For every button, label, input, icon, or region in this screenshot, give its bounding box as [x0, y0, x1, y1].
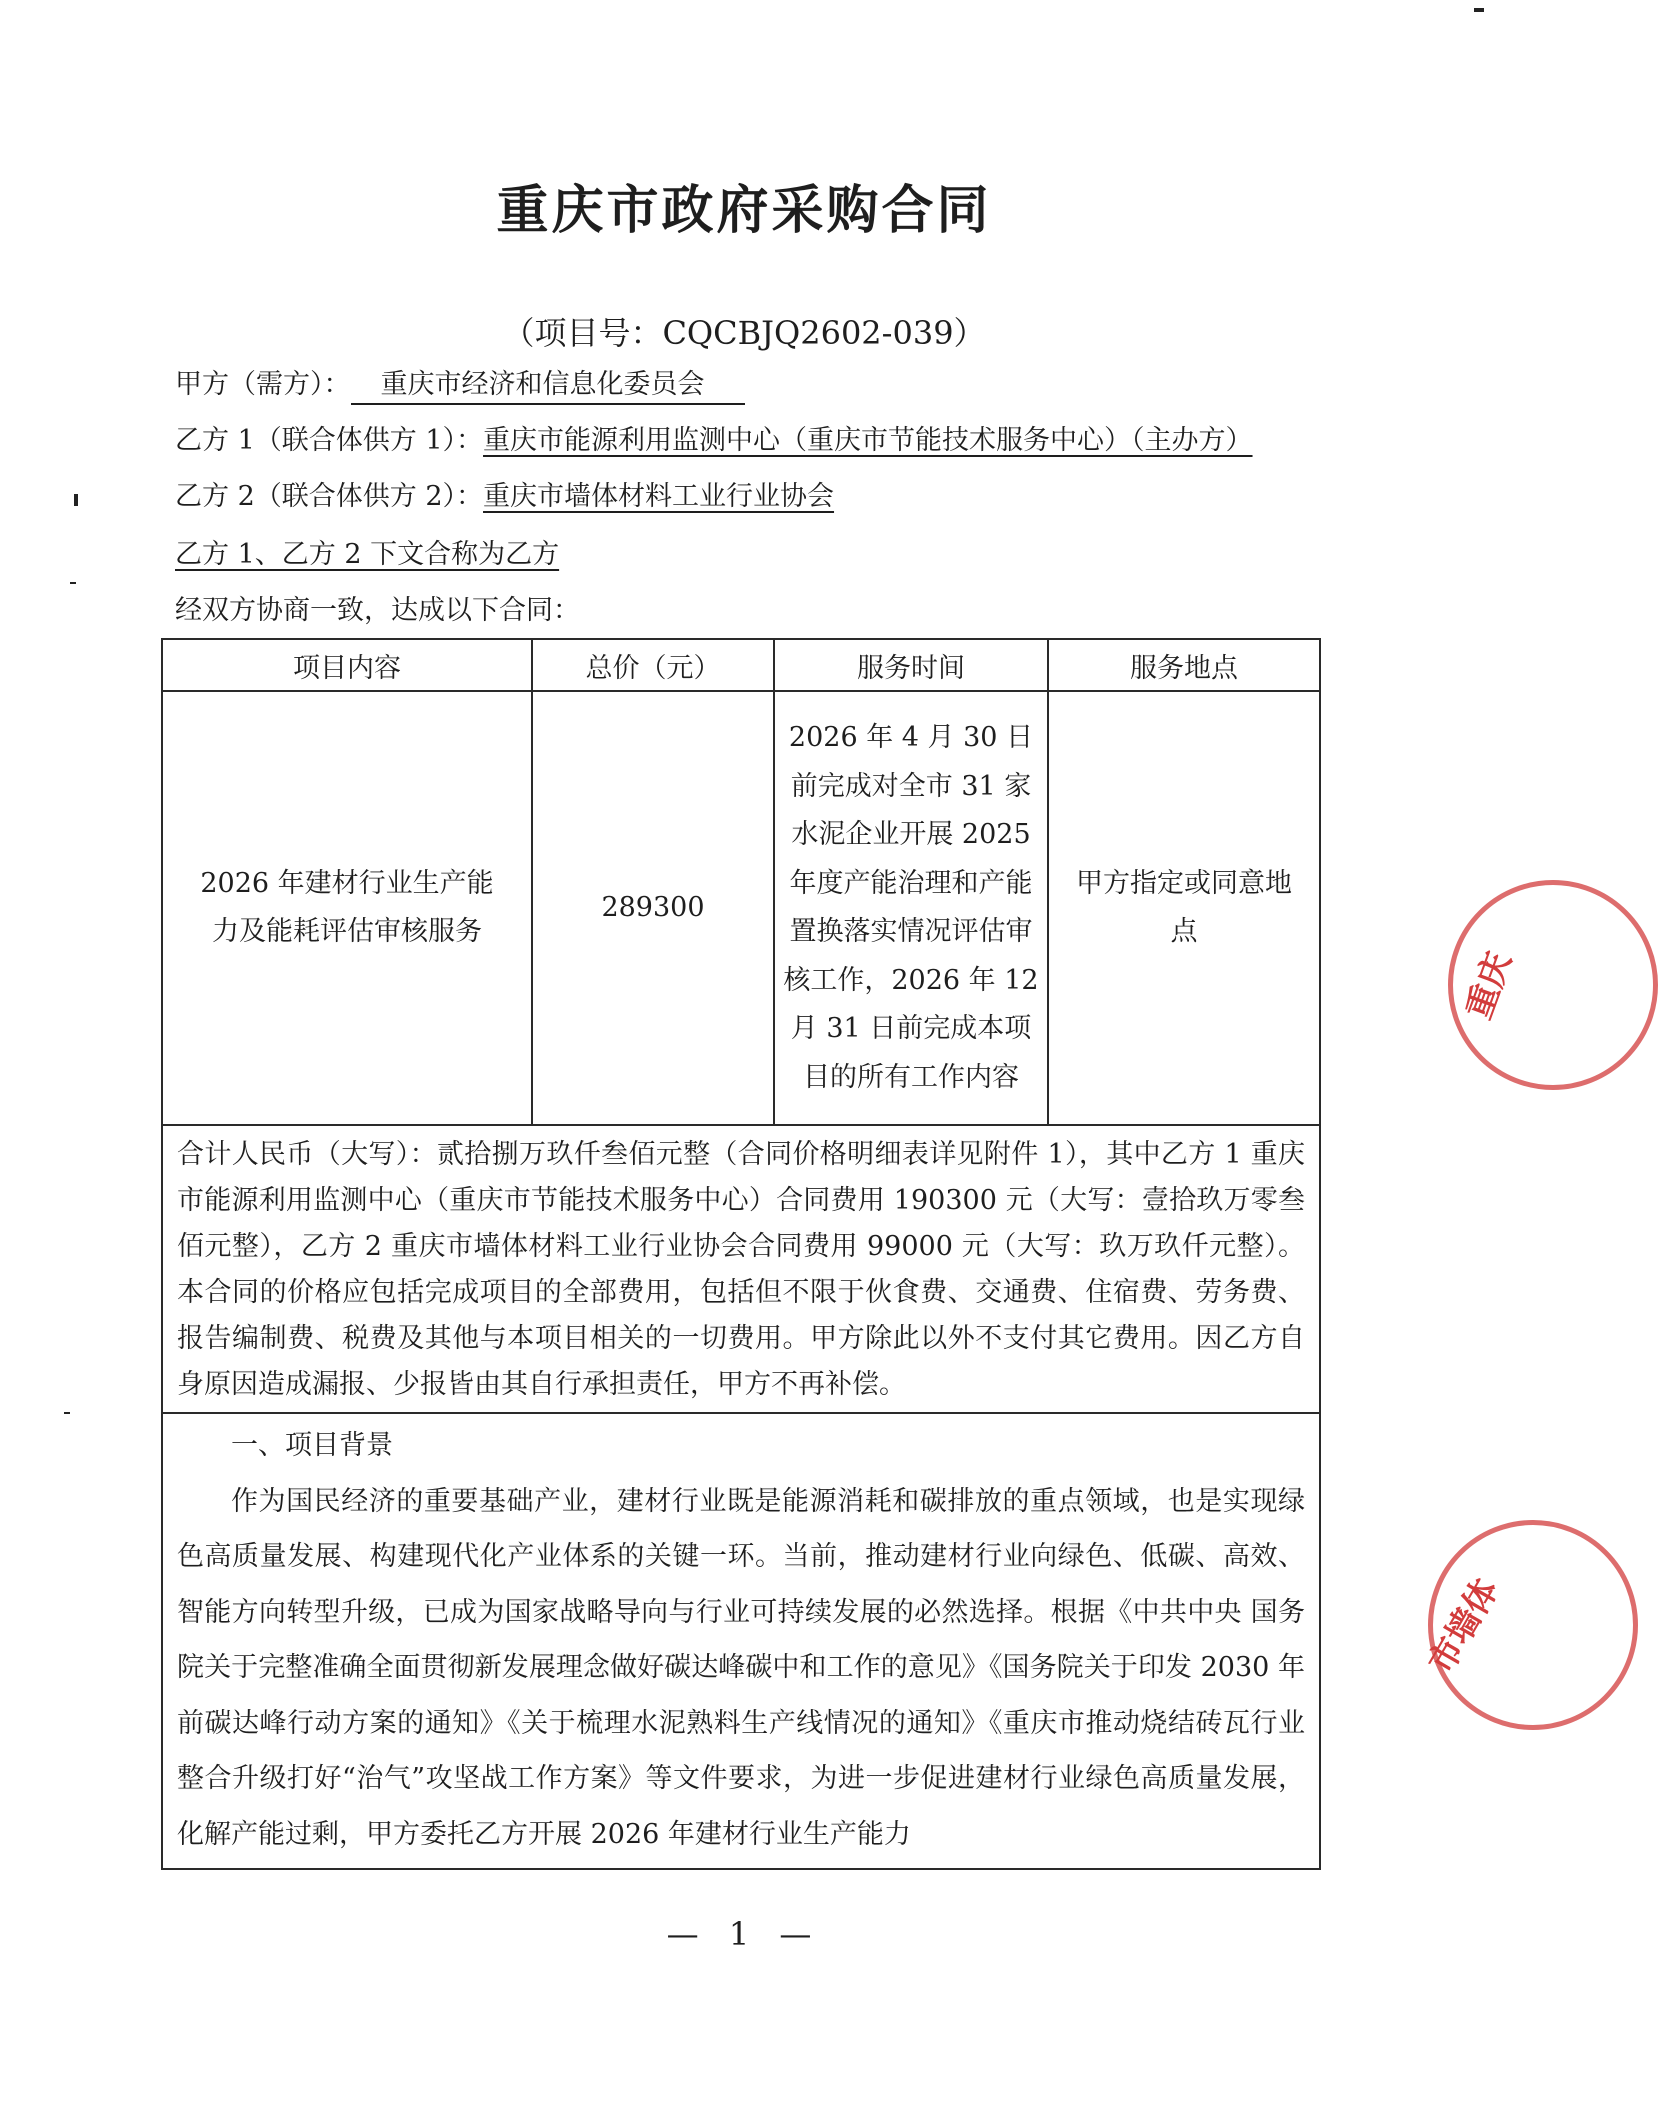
total-text: 合计人民币（大写）：贰拾捌万玖仟叁佰元整（合同价格明细表详见附件 1），其中乙方 1 重庆市能源利用监测中心（重庆市节能技术服务中心）合同费用 190300 元（大写：壹拾玖万零叁佰元整），乙方 2 重庆市墙体材料工业行业协会合同费用 99000 元（大写：玖万玖仟元整）。本合同的价格应包括完成项目的全部费用，包括但不限于伙食费、交通费、住宿费、劳务费、报告编制费、税费及其他与本项目相关的一切费用。甲方除此以外不支付其它费用。因乙方自身原因造成漏报、少报皆由其自行承担责任，甲方不再补偿。 — [162, 1125, 1320, 1413]
cell-content: 2026 年建材行业生产能力及能耗评估审核服务 — [162, 691, 532, 1125]
party-b2-label: 乙方 2（联合体供方 2）： — [175, 481, 484, 512]
cell-location: 甲方指定或同意地点 — [1048, 691, 1320, 1125]
background-row — [162, 1413, 1320, 1869]
page-title: 重庆市政府采购合同 — [496, 181, 992, 241]
party-b1-label: 乙方 1（联合体供方 1）： — [175, 425, 484, 456]
total-row — [162, 1125, 1320, 1413]
background-heading: 一、项目背景 — [231, 1430, 393, 1461]
scan-mark — [1474, 8, 1484, 12]
cell-price: 289300 — [532, 691, 774, 1125]
combined-parties-note — [175, 532, 559, 571]
seal-top-text: 重庆 — [1458, 946, 1520, 1025]
party-b2-value: 重庆市墙体材料工业行业协会 — [483, 481, 835, 512]
table-header-row — [162, 639, 1320, 691]
header-time: 服务时间 — [774, 639, 1048, 691]
party-b1-line — [175, 418, 1253, 457]
scan-mark — [70, 582, 76, 584]
header-location: 服务地点 — [1048, 639, 1320, 691]
scan-mark — [74, 494, 78, 506]
party-a-value: 重庆市经济和信息化委员会 — [351, 369, 745, 405]
party-a-line — [175, 362, 745, 405]
table-row — [162, 691, 1320, 1125]
cell-time: 2026 年 4 月 30 日前完成对全市 31 家水泥企业开展 2025 年度产能治理和产能置换落实情况评估审核工作，2026 年 12 月 31 日前完成本项目的所有工作内容 — [774, 691, 1048, 1125]
page-number: — 1 — — [666, 1915, 822, 1953]
combined-note-text: 乙方 1、乙方 2 下文合称为乙方 — [175, 539, 560, 570]
header-content: 项目内容 — [162, 639, 532, 691]
scan-mark — [64, 1412, 70, 1414]
party-a-label: 甲方（需方）： — [175, 369, 351, 400]
background-cell — [162, 1413, 1320, 1869]
party-b2-line — [175, 474, 834, 513]
background-paragraph: 作为国民经济的重要基础产业，建材行业既是能源消耗和碳排放的重点领域，也是实现绿色高质量发展、构建现代化产业体系的关键一环。当前，推动建材行业向绿色、低碳、高效、智能方向转型升级，已成为国家战略导向与行业可持续发展的必然选择。根据《中共中央 国务院关于完整准确全面贯彻新发展理念做好碳达峰碳中和工作的意见》《国务院关于印发 2030 年前碳达峰行动方案的通知》《关于梳理水泥熟料生产线情况的通知》《重庆市推动烧结砖瓦行业整合升级打好“治气”攻坚战工作方案》等文件要求，为进一步促进建材行业绿色高质量发展，化解产能过剩，甲方委托乙方开展 2026 年建材行业生产能力 — [177, 1485, 1305, 1850]
header-price: 总价（元） — [532, 639, 774, 691]
agreement-intro: 经双方协商一致，达成以下合同： — [175, 595, 580, 626]
project-number: （项目号：CQCBJQ2602-039） — [502, 314, 986, 352]
seal-bottom-text: 市墙体 — [1421, 1572, 1507, 1681]
contract-table — [161, 638, 1321, 1870]
party-b1-value: 重庆市能源利用监测中心（重庆市节能技术服务中心）（主办方） — [483, 425, 1253, 456]
